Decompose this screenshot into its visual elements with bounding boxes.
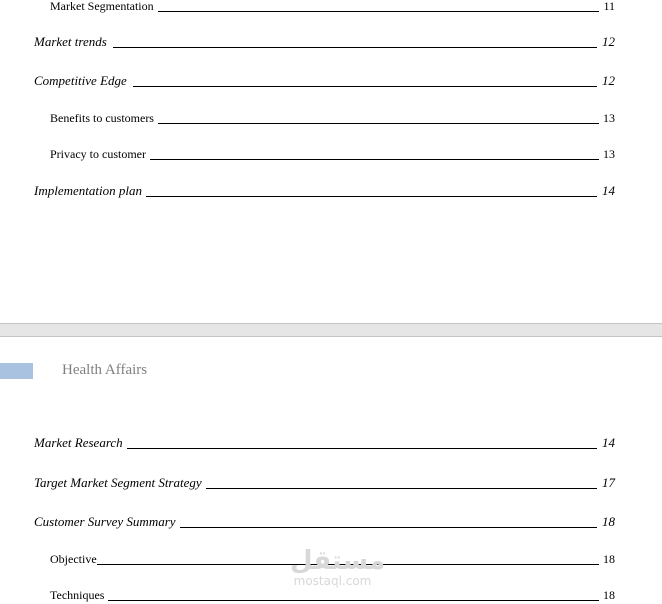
toc-page-number: 13: [603, 111, 615, 125]
page-break-gap: [0, 323, 662, 337]
toc-leader-line: [127, 448, 597, 449]
toc-entry-label: Customer Survey Summary: [34, 514, 176, 529]
toc-entry-privacy-to-customer[interactable]: [50, 145, 615, 161]
toc-leader-line: [150, 159, 599, 160]
toc-entry-label: Privacy to customer: [50, 147, 146, 161]
toc-entry-benefits-to-customers[interactable]: [50, 109, 615, 125]
toc-entry-label: Market Research: [34, 435, 123, 450]
toc-entry-label: Implementation plan: [34, 183, 142, 198]
toc-leader-line: [206, 488, 597, 489]
toc-entry-competitive-edge[interactable]: [34, 72, 615, 88]
toc-entry-market-research[interactable]: [34, 434, 615, 450]
watermark-latin: mostaql.com: [293, 574, 372, 588]
toc-entry-market-segmentation[interactable]: [50, 0, 615, 13]
toc-entry-label: Techniques: [50, 588, 105, 602]
toc-leader-line: [180, 527, 597, 528]
toc-entry-label: Objective: [50, 552, 97, 566]
toc-page-number: 17: [602, 475, 615, 490]
toc-page-number: 18: [603, 552, 615, 566]
toc-page-number: 18: [603, 588, 615, 602]
toc-page-number: 12: [602, 34, 615, 49]
toc-entry-implementation-plan[interactable]: [34, 182, 615, 198]
toc-entry-label: Benefits to customers: [50, 111, 154, 125]
toc-entry-objective[interactable]: [50, 550, 615, 566]
toc-leader-line: [113, 47, 597, 48]
toc-entry-market-trends[interactable]: [34, 33, 615, 49]
toc-page-number: 18: [602, 514, 615, 529]
toc-entry-label: Market trends: [34, 34, 107, 49]
page-header-title: Health Affairs: [62, 362, 148, 378]
toc-entry-techniques[interactable]: [50, 586, 615, 602]
toc-leader-line: [108, 600, 599, 601]
toc-entry-label: Target Market Segment Strategy: [34, 475, 202, 490]
toc-page-number: 11: [603, 0, 615, 13]
toc-leader-line: [133, 86, 597, 87]
toc-entry-customer-survey-summary[interactable]: [34, 513, 615, 529]
toc-entry-label: Competitive Edge: [34, 73, 127, 88]
toc-entry-target-market-segment-strategy[interactable]: [34, 474, 615, 490]
toc-entry-label: Market Segmentation: [50, 0, 154, 13]
toc-leader-line: [146, 196, 597, 197]
toc-page-number: 12: [602, 73, 615, 88]
toc-leader-line: [158, 123, 599, 124]
toc-page-number: 13: [603, 147, 615, 161]
toc-page-number: 14: [602, 183, 615, 198]
watermark-arabic: مستقل: [290, 546, 386, 576]
toc-leader-line: [158, 11, 599, 12]
header-accent-bar: [0, 363, 33, 379]
toc-page-number: 14: [602, 435, 615, 450]
toc-leader-line: [97, 564, 599, 565]
